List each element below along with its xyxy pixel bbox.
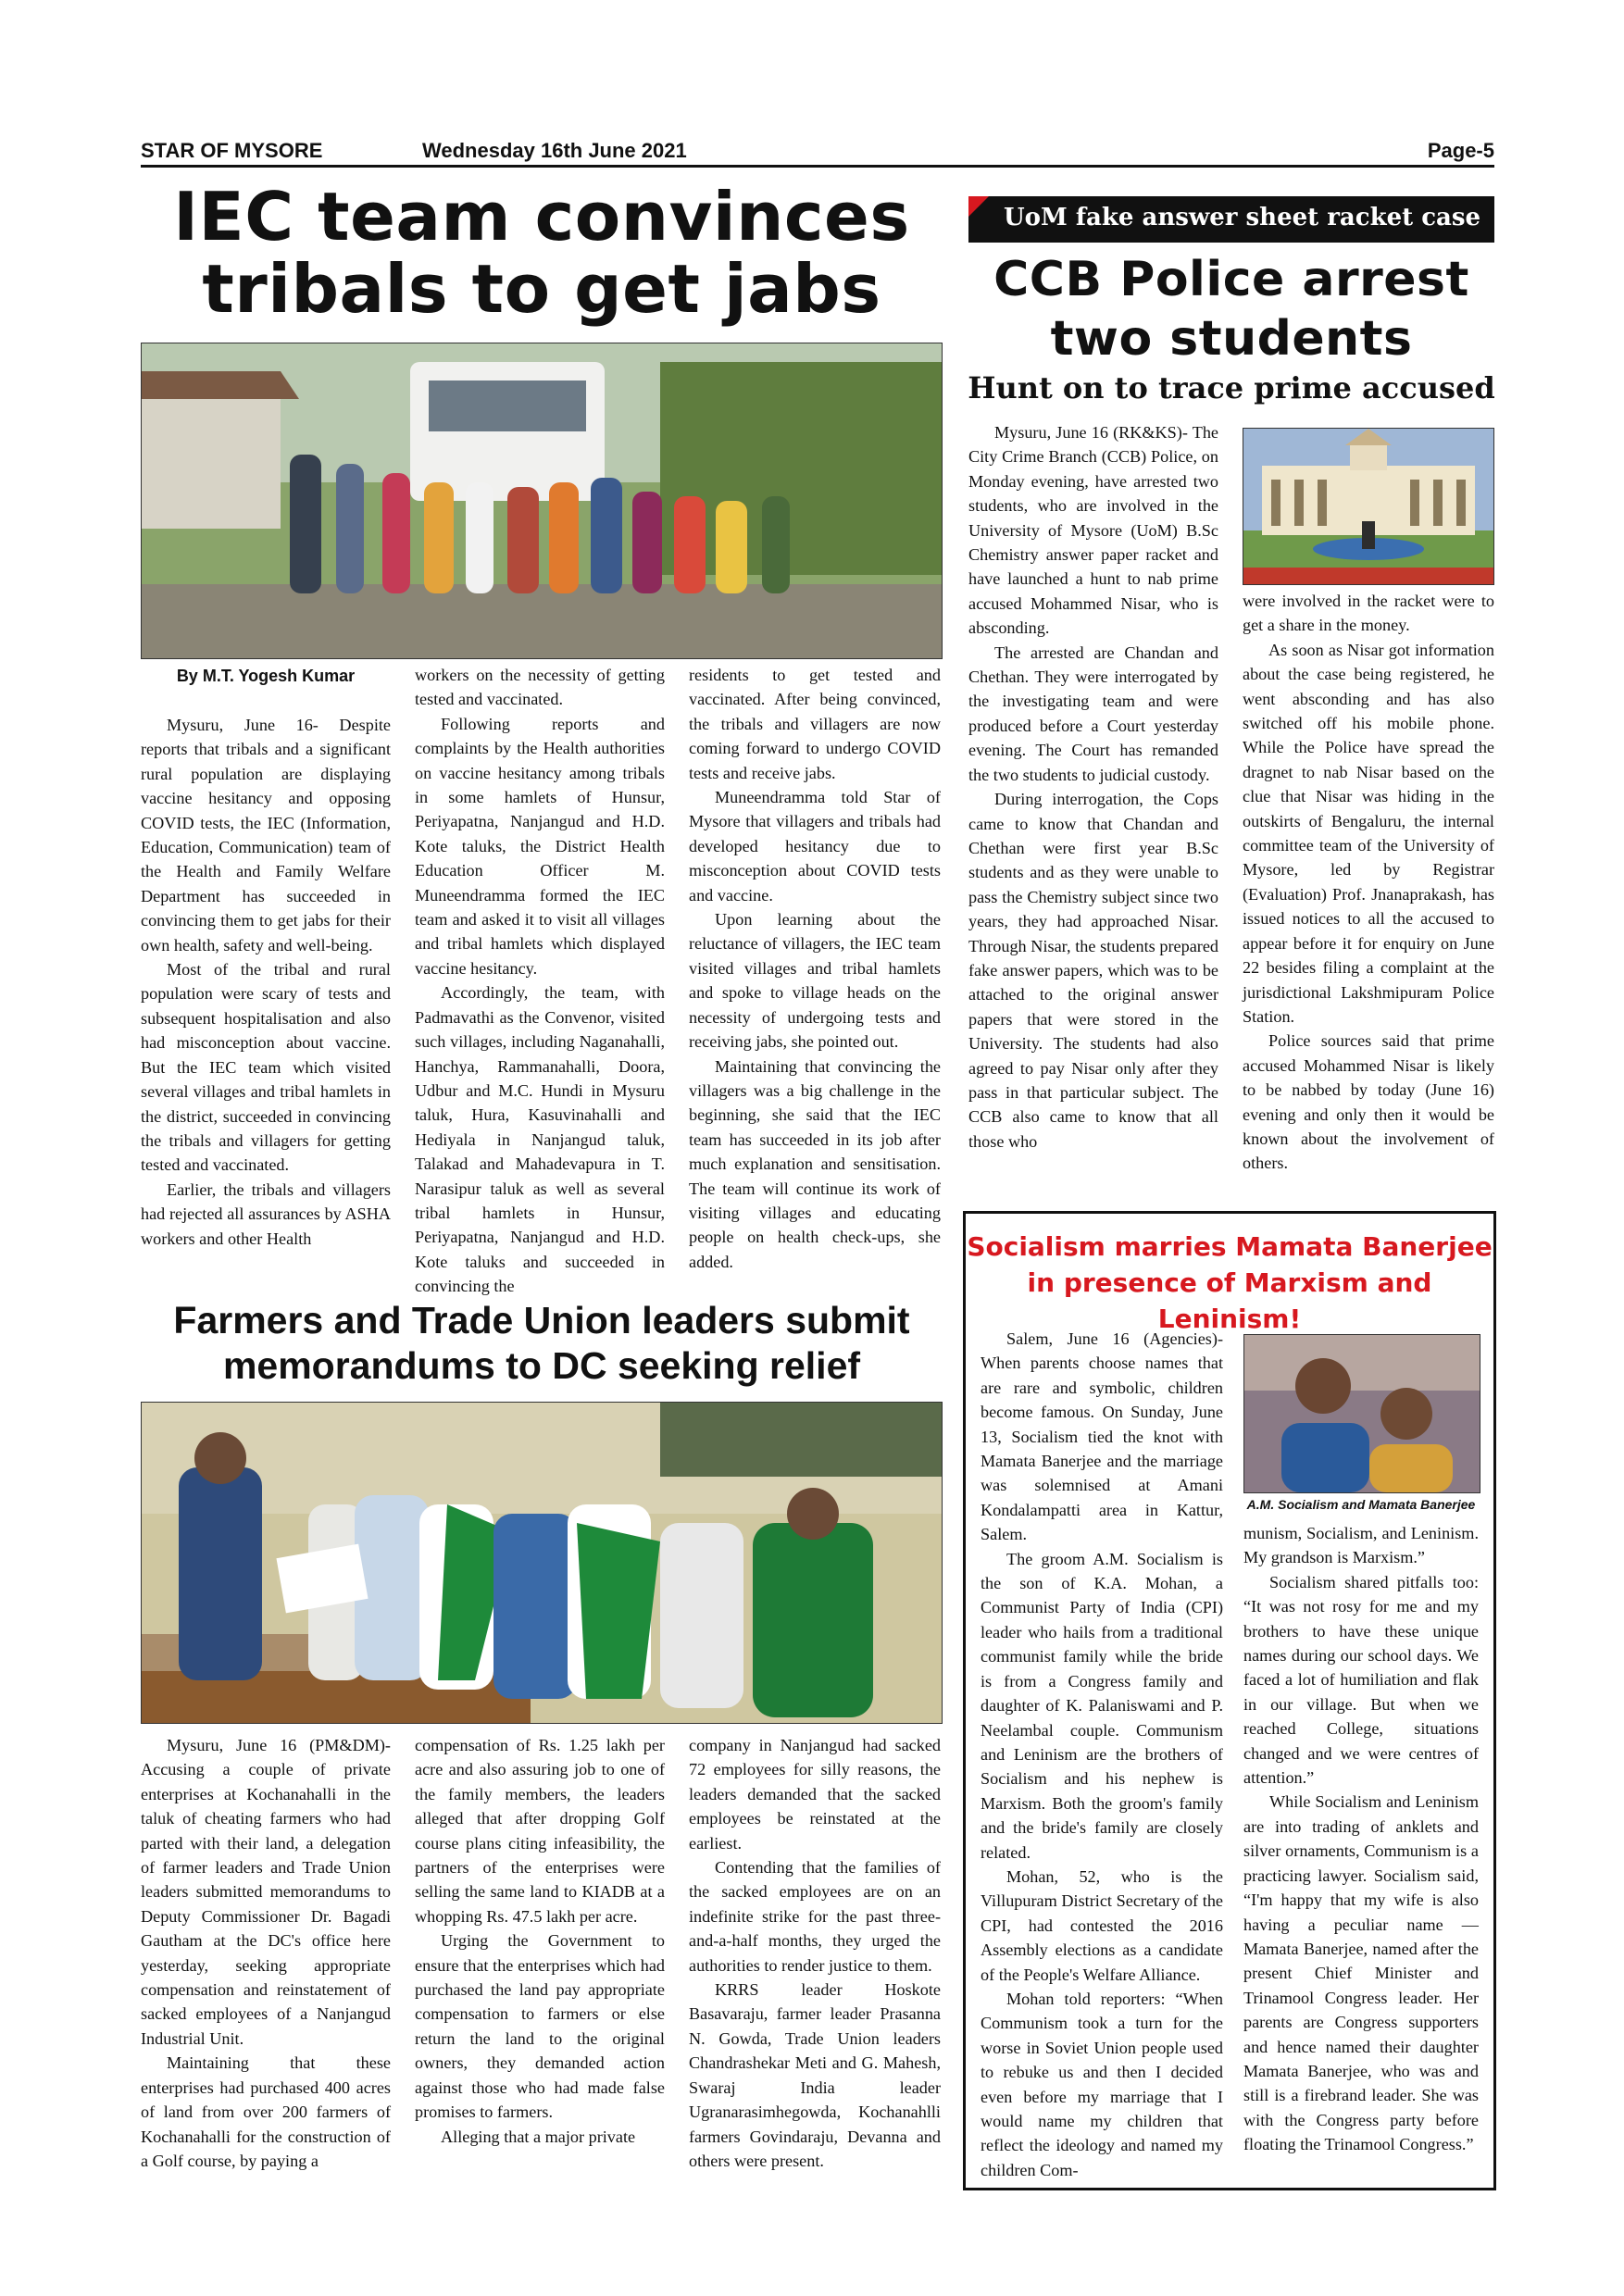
couple-photo-caption: A.M. Socialism and Mamata Banerjee [1246,1497,1476,1512]
masthead-date: Wednesday 16th June 2021 [422,139,687,162]
story2-column-1: Mysuru, June 16 (RK&KS)- The City Crime Branch (CCB) Police, on Monday evening, have arrested two students, who are involved in the University of Mysore (UoM) B.Sc Chemistry answer paper racket and have launched a hunt to nab prime accused Mohammed Nisar, who is absconding. The arrested are Chandan and Chethan. They were interrogated by the investigating team and were produced before a Court yesterday evening. The Court has remanded the two students to judicial custody. During interrogation, the Cops came to know that Chandan and Chethan were first year B.Sc students and as they were unable to pass the Chemistry subject since two years, they had approached Nisar. Through Nisar, the students prepared fake answer papers, which was to be attached to the original answer papers that were stored in the University. The students had also agreed to pay Nisar only after they pass in that particular subject. The CCB also came to know that all those who [968,423,1218,1151]
story2-column-2: were involved in the racket were to get a share in the money. As soon as Nisar got information about the case being registered, he went absconding and has also switched off his mobile phone. While the Police have spread the dragnet to nab Nisar based on the clue that Nisar was hiding in the outskirts of Bengaluru, the internal committee team of the University of Mysore, led by Registrar (Evaluation) Prof. Jnanaprakash, has issued notices to all the accused to appear before it for enquiry on June 22 besides filing a complaint at the jurisdictional Lakshmipuram Police Station. Police sources said that prime accused Mohammed Nisar is likely to be nabbed by today (June 16) evening and only then it would be known about the involvement of others. [1243,592,1494,1173]
vaccination-photo [141,343,943,659]
story3-column-2: compensation of Rs. 1.25 lakh per acre and also assuring job to one of the family members, the leaders alleged that after dropping Golf course plans citing infeasibility, the partners of the enterprises were selling the same land to KIADB at a whopping Rs. 47.5 lakh per acre. Urging the Government to ensure that the enterprises which had purchased the land pay appropriate compensation to farmers or else return the land to the original owners, they demanded action against those who had made false promises to farmers. Alleging that a major private [415,1736,665,2146]
header-rule [141,165,1494,168]
story1-column-3: residents to get tested and vaccinated. After being convinced, the tribals and villagers are now coming forward to undergo COVID tests and receive jabs. Muneendramma told Star of Mysore that villagers and tribals had developed hesitancy due to misconception about COVID tests and vaccine. Upon learning about the reluctance of villagers, the IEC team visited villages and tribal hamlets and spoke to village heads on the necessity of undergoing tests and receiving jabs, she pointed out. Maintaining that convincing the villagers was a big challenge in the beginning, she said that the IEC team has succeeded in its job after much explanation and sensitisation. The team will continue its work of visiting villages and educating people on health check-ups, she added. [689,666,941,1271]
story3-column-1: Mysuru, June 16 (PM&DM)- Accusing a couple of private enterprises at Kochanahalli in the taluk of cheating farmers who had parted with their land, a delegation of farmer leaders and Trade Union leaders submitted memorandums to Deputy Commissioner Dr. Bagadi Gautham at the DC's office here yesterday, seeking appropriate compensation and reinstatement of sacked employees of a Nanjangud Industrial Unit. Maintaining that these enterprises had purchased 400 acres of land from over 200 farmers of Kochanahalli for the construction of a Golf course, by paying a [141,1736,391,2170]
story2-subhead: Hunt on to trace prime accused [968,370,1495,406]
couple-photo [1243,1334,1480,1493]
story4-headline: Socialism marries Mamata Banerjee in presence of Marxism and Leninism! [967,1231,1493,1335]
story4-box [963,1211,1496,2190]
university-photo-art [1243,429,1493,584]
story4-column-1: Salem, June 16 (Agencies)- When parents choose names that are rare and symbolic, children become famous. On Sunday, June 13, Socialism tied the knot with Mamata Banerjee and the marriage was solemnised at Amani Kondalampatti area in Kattur, Salem. The groom A.M. Socialism is the son of K.A. Mohan, a Communist Party of India (CPI) leader who hails from a traditional communist family while the bride is from a Congress family and daughter of K. Palaniswami and P. Neelambal couple. Communism and Leninism are the brothers of Socialism and his nephew is Marxism. Both the groom's family and the bride's family are closely related. Mohan, 52, who is the Villupuram District Secretary of the CPI, had contested the 2016 Assembly elections as a candidate of the People's Welfare Alliance. Mohan told reporters: “When Communism took a turn for the worse in Soviet Union people used to rebuke us and then I decided even before my marriage that I would name my children that reflect the ideology and named my children Com- [981,1329,1223,2179]
story1-byline: By M.T. Yogesh Kumar [176,667,356,685]
story2-headline: CCB Police arrest two students [993,252,1469,368]
page-number: Page-5 [1427,139,1494,162]
story3-column-3: company in Nanjangud had sacked 72 employees for silly reasons, the leaders demanded that the sacked employees be reinstated at the earliest. Contending that the families of the sacked employees are on an indefinite strike for the past three-and-a-half months, they urged the authorities to render justice to them. KRRS leader Hoskote Basavaraju, farmer leader Prasanna N. Gowda, Trade Union leaders Chandrashekar Meti and G. Mahesh, Swaraj India leader Ugranarasimhegowda, Kochanahlli farmers Govindaraju, Devanna and others were present. [689,1736,941,2170]
story2-kicker-bar [968,196,1494,243]
story2-kicker: UoM fake answer sheet racket case [1004,204,1481,231]
kicker-red-corner [968,196,989,217]
memorandum-photo [141,1402,943,1724]
couple-photo-art [1244,1335,1480,1492]
masthead-paper: STAR OF MYSORE [141,139,323,162]
story1-headline: IEC team convinces tribals to get jabs [173,178,910,328]
story1-column-2: workers on the necessity of getting tested and vaccinated. Following reports and complaints by the Health authorities on vaccine hesitancy among tribals in some hamlets of Hunsur, Periyapatna, Nanjangud and H.D. Kote taluks, the District Health Education Officer M. Muneendramma formed the IEC team and asked it to visit all villages and tribal hamlets which displayed vaccine hesitancy. Accordingly, the team, with Padmavathi as the Convenor, visited such villages, including Naganahalli, Hanchya, Rammanahalli, Doora, Udbur and M.C. Hundi in Mysuru taluk, Hura, Kasuvinahalli and Hediyala in Nanjangud taluk, Talakad and Mahadevapura in T. Narasipur taluk as well as several tribal hamlets in Hunsur, Periyapatna, Nanjangud and H.D. Kote taluks and succeeded in convincing the [415,666,665,1296]
story1-column-1: Mysuru, June 16- Despite reports that tribals and a significant rural population are displaying vaccine hesitancy and opposing COVID tests, the IEC (Information, Education, Communication) team of the Health and Family Welfare Department has succeeded in convincing them to get jabs for their own health, safety and well-being. Most of the tribal and rural population were scary of tests and subsequent hospitalisation and also had misconception about vaccine. But the IEC team which visited several villages and tribal hamlets in the district, succeeded in convincing the tribals and villagers for getting tested and vaccinated. Earlier, the tribals and villagers had rejected all assurances by ASHA workers and other Health [141,716,391,1248]
vaccination-photo-art [142,343,942,658]
story3-headline: Farmers and Trade Union leaders submit memorandums to DC seeking relief [173,1299,910,1388]
university-photo [1243,428,1494,585]
story4-column-2: munism, Socialism, and Leninism. My grandson is Marxism.” Socialism shared pitfalls too: “It was not rosy for me and my brothers to have these unique names during our school days. We faced a lot of humiliation and flak in our village. But when we reached College, situations changed and we were centres of attention.” While Socialism and Leninism are into trading of anklets and silver ornaments, Communism is a practicing lawyer. Socialism said, “I'm happy that my wife is also having a peculiar name — Mamata Banerjee, named after the present Chief Minister and Trinamool Congress leader. Her parents are Congress supporters and hence named their daughter Mamata Banerjee, who was and still is a firebrand leader. She was with the Congress party before floating the Trinamool Congress.” [1243,1524,1479,2154]
memorandum-photo-art [142,1403,942,1723]
